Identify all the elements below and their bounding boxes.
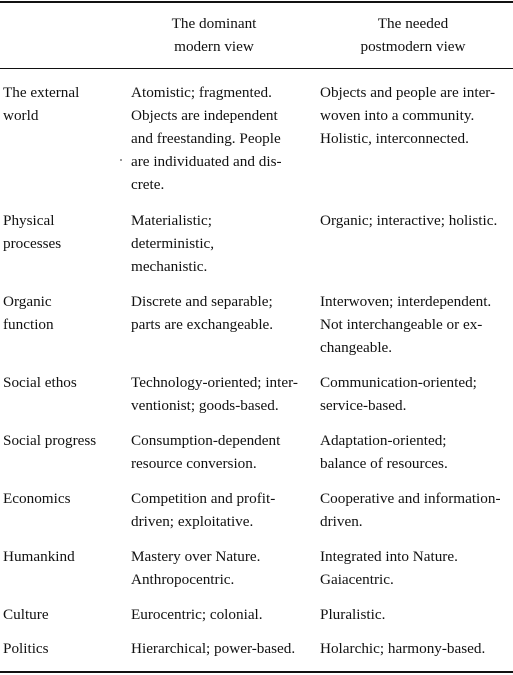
header-postmodern-view xyxy=(318,12,508,58)
header-modern-view xyxy=(128,12,300,58)
category-cell xyxy=(3,290,54,336)
table-bottom-rule xyxy=(0,671,513,673)
table-header-rule xyxy=(0,68,513,69)
cell-line: Anthropocentric. xyxy=(131,571,235,588)
cell-line: Culture xyxy=(3,606,49,623)
cell-line: service-based. xyxy=(320,397,407,414)
cell-line: parts are exchangeable. xyxy=(131,316,274,333)
modern-view-cell xyxy=(131,487,275,533)
cell-line: Not interchangeable or ex- xyxy=(320,316,483,333)
modern-view-cell xyxy=(131,209,214,278)
print-speck xyxy=(120,159,122,161)
modern-view-cell xyxy=(131,81,282,196)
cell-line: Organic xyxy=(3,293,52,310)
header-modern-line-1: The dominant xyxy=(171,15,257,32)
cell-line: Communication-oriented; xyxy=(320,374,477,391)
cell-line: driven; exploitative. xyxy=(131,513,254,530)
modern-view-cell xyxy=(131,429,280,475)
postmodern-view-cell xyxy=(320,371,477,417)
postmodern-view-cell xyxy=(320,637,485,660)
cell-line: Objects and people are inter- xyxy=(320,84,496,101)
cell-line: Eurocentric; colonial. xyxy=(131,606,263,623)
cell-line: Objects are independent xyxy=(131,107,278,124)
cell-line: are individuated and dis- xyxy=(131,153,282,170)
cell-line: balance of resources. xyxy=(320,455,448,472)
modern-view-cell xyxy=(131,637,295,660)
postmodern-view-cell xyxy=(320,209,497,232)
cell-line: Technology-oriented; inter- xyxy=(131,374,298,391)
cell-line: Pluralistic. xyxy=(320,606,386,623)
cell-line: Cooperative and information- xyxy=(320,490,501,507)
cell-line: Physical xyxy=(3,212,55,229)
modern-view-cell xyxy=(131,545,260,591)
category-cell xyxy=(3,637,49,660)
cell-line: deterministic, xyxy=(131,235,215,252)
postmodern-view-cell xyxy=(320,290,491,359)
cell-line: woven into a community. xyxy=(320,107,475,124)
cell-line: driven. xyxy=(320,513,363,530)
cell-line: resource conversion. xyxy=(131,455,257,472)
modern-view-cell xyxy=(131,603,263,626)
cell-line: Gaiacentric. xyxy=(320,571,394,588)
cell-line: Politics xyxy=(3,640,49,657)
cell-line: Organic; interactive; holistic. xyxy=(320,212,498,229)
table-top-rule xyxy=(0,1,513,3)
cell-line: crete. xyxy=(131,176,165,193)
cell-line: Consumption-dependent xyxy=(131,432,281,449)
modern-view-cell xyxy=(131,371,298,417)
cell-line: Discrete and separable; xyxy=(131,293,273,310)
cell-line: Social ethos xyxy=(3,374,77,391)
category-cell xyxy=(3,487,70,510)
cell-line: Mastery over Nature. xyxy=(131,548,261,565)
cell-line: Interwoven; interdependent. xyxy=(320,293,492,310)
postmodern-view-cell xyxy=(320,545,458,591)
category-cell xyxy=(3,371,77,394)
cell-line: world xyxy=(3,107,39,124)
postmodern-view-cell xyxy=(320,429,448,475)
cell-line: mechanistic. xyxy=(131,258,208,275)
cell-line: Humankind xyxy=(3,548,75,565)
cell-line: Economics xyxy=(3,490,71,507)
category-cell xyxy=(3,429,96,452)
cell-line: Holarchic; harmony-based. xyxy=(320,640,486,657)
category-cell xyxy=(3,81,79,127)
cell-line: processes xyxy=(3,235,62,252)
cell-line: changeable. xyxy=(320,339,393,356)
cell-line: Holistic, interconnected. xyxy=(320,130,469,147)
cell-line: function xyxy=(3,316,54,333)
cell-line: Atomistic; fragmented. xyxy=(131,84,272,101)
cell-line: Hierarchical; power-based. xyxy=(131,640,296,657)
cell-line: Integrated into Nature. xyxy=(320,548,458,565)
header-postmodern-line-2: postmodern view xyxy=(360,38,466,55)
cell-line: Competition and profit- xyxy=(131,490,276,507)
postmodern-view-cell xyxy=(320,81,495,150)
category-cell xyxy=(3,209,61,255)
header-modern-line-2: modern view xyxy=(174,38,254,55)
cell-line: Materialistic; xyxy=(131,212,212,229)
cell-line: Adaptation-oriented; xyxy=(320,432,447,449)
category-cell xyxy=(3,545,75,568)
header-postmodern-line-1: The needed xyxy=(377,15,449,32)
modern-view-cell xyxy=(131,290,273,336)
category-cell xyxy=(3,603,49,626)
cell-line: ventionist; goods-based. xyxy=(131,397,279,414)
cell-line: Social progress xyxy=(3,432,97,449)
postmodern-view-cell xyxy=(320,487,501,533)
cell-line: and freestanding. People xyxy=(131,130,281,147)
cell-line: The external xyxy=(3,84,80,101)
postmodern-view-cell xyxy=(320,603,385,626)
